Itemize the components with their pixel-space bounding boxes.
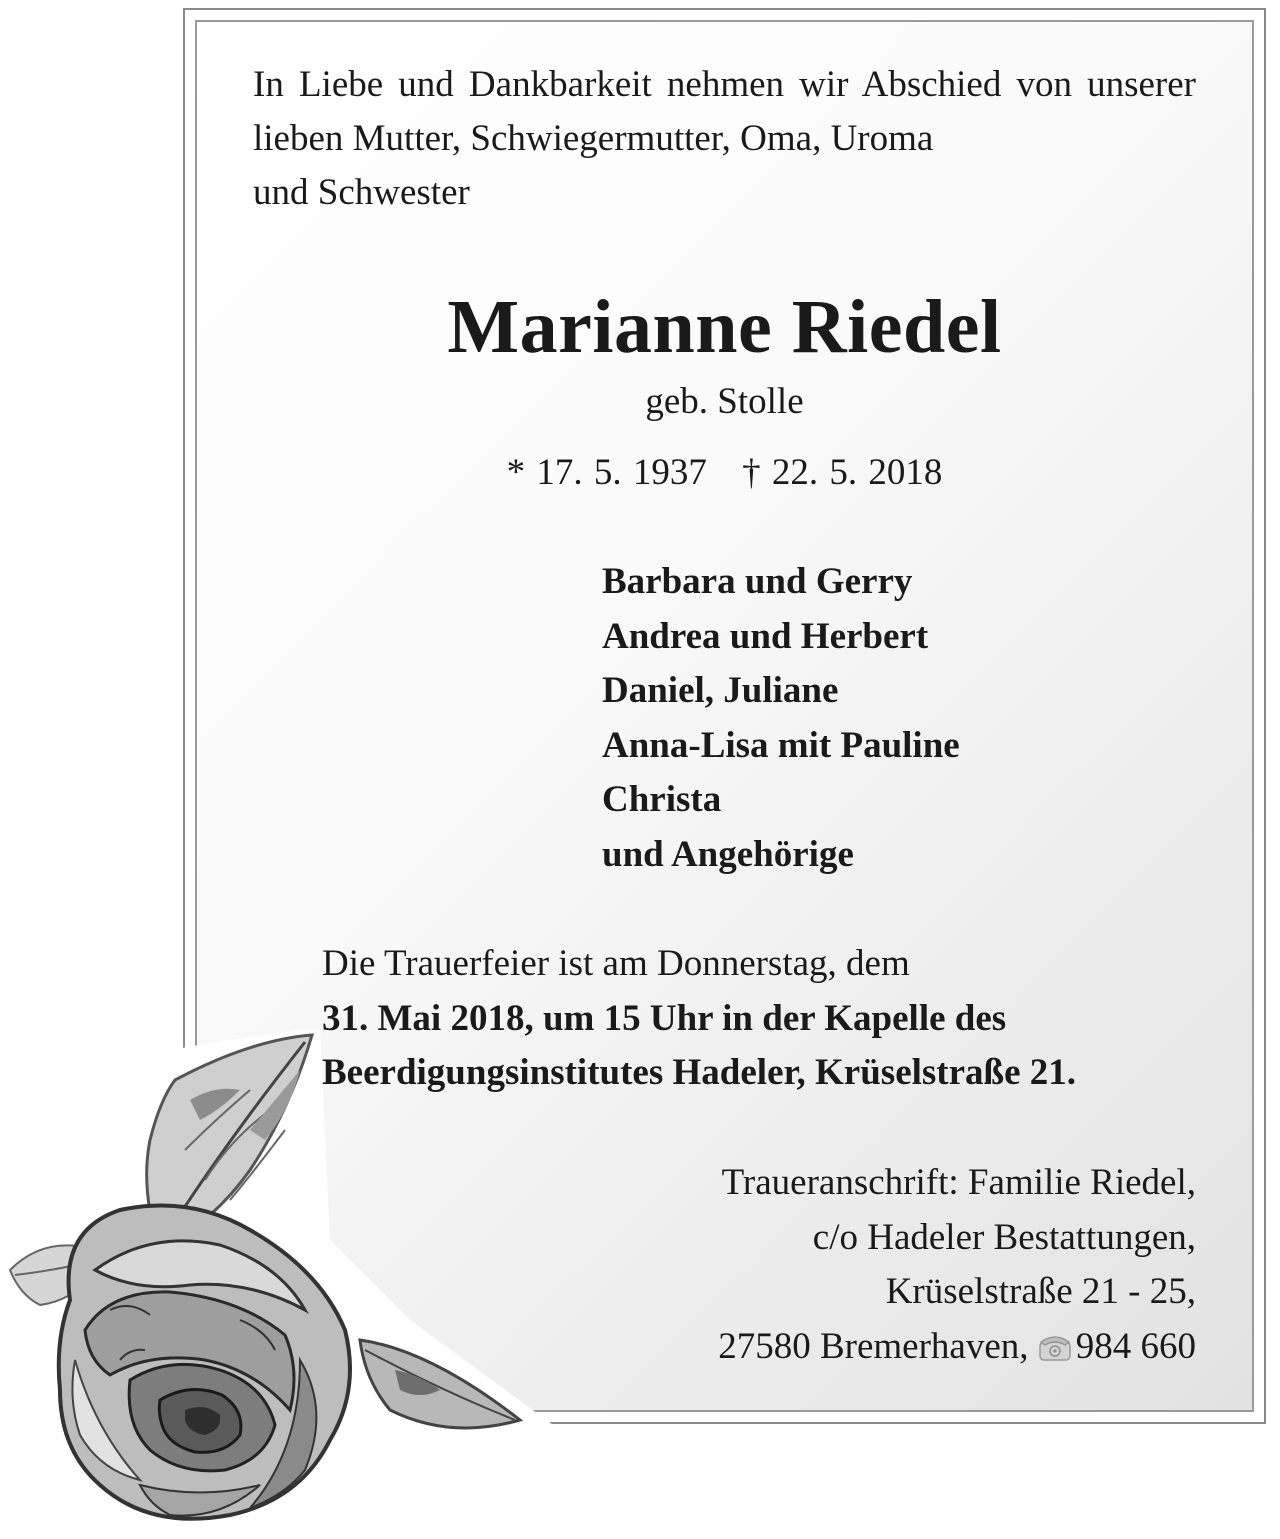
address-line-1: Traueranschrift: Familie Riedel,	[721, 1162, 1196, 1203]
phone-number: 984 660	[1075, 1325, 1196, 1367]
telephone-icon	[1038, 1332, 1072, 1362]
intro-line-2: unserer lieben Mutter, Schwiegermutter, Oma, Uroma	[253, 64, 1196, 159]
mourner-item: Daniel, Juliane	[602, 670, 839, 711]
ceremony-line-3: Beerdigungsinstitutes Hadeler, Krüselstraße 21.	[322, 1052, 1077, 1093]
address-line-3: Krüselstraße 21 - 25,	[885, 1271, 1196, 1312]
life-dates	[195, 448, 1254, 498]
death-date: † 22. 5. 2018	[742, 452, 943, 493]
mourner-item: Andrea und Herbert	[602, 615, 929, 657]
mourner-item: und Angehörige	[602, 833, 854, 875]
mourning-address	[560, 1156, 1196, 1374]
rose-illustration	[0, 1030, 560, 1539]
address-line-2: c/o Hadeler Bestattungen,	[812, 1216, 1196, 1258]
mourner-item: Christa	[602, 779, 722, 820]
ceremony-line-1: Die Trauerfeier ist am Donnerstag, dem	[322, 943, 910, 984]
intro-line-1: In Liebe und Dankbarkeit nehmen wir Abschied von	[253, 64, 1072, 105]
maiden-name: geb. Stolle	[645, 381, 804, 422]
address-city: 27580 Bremerhaven,	[718, 1325, 1029, 1367]
ceremony-line-2: 31. Mai 2018, um 15 Uhr in der Kapelle des	[322, 997, 1007, 1039]
address-line-4	[560, 1320, 1196, 1375]
intro-text	[253, 58, 1196, 220]
mourner-item: Barbara und Gerry	[602, 561, 913, 602]
deceased-name: Marianne Riedel	[447, 285, 1002, 369]
mourner-item: Anna-Lisa mit Pauline	[602, 724, 960, 766]
intro-line-3: und Schwester	[253, 172, 470, 213]
mourners-list	[602, 555, 1162, 882]
birth-date: * 17. 5. 1937	[506, 452, 707, 493]
